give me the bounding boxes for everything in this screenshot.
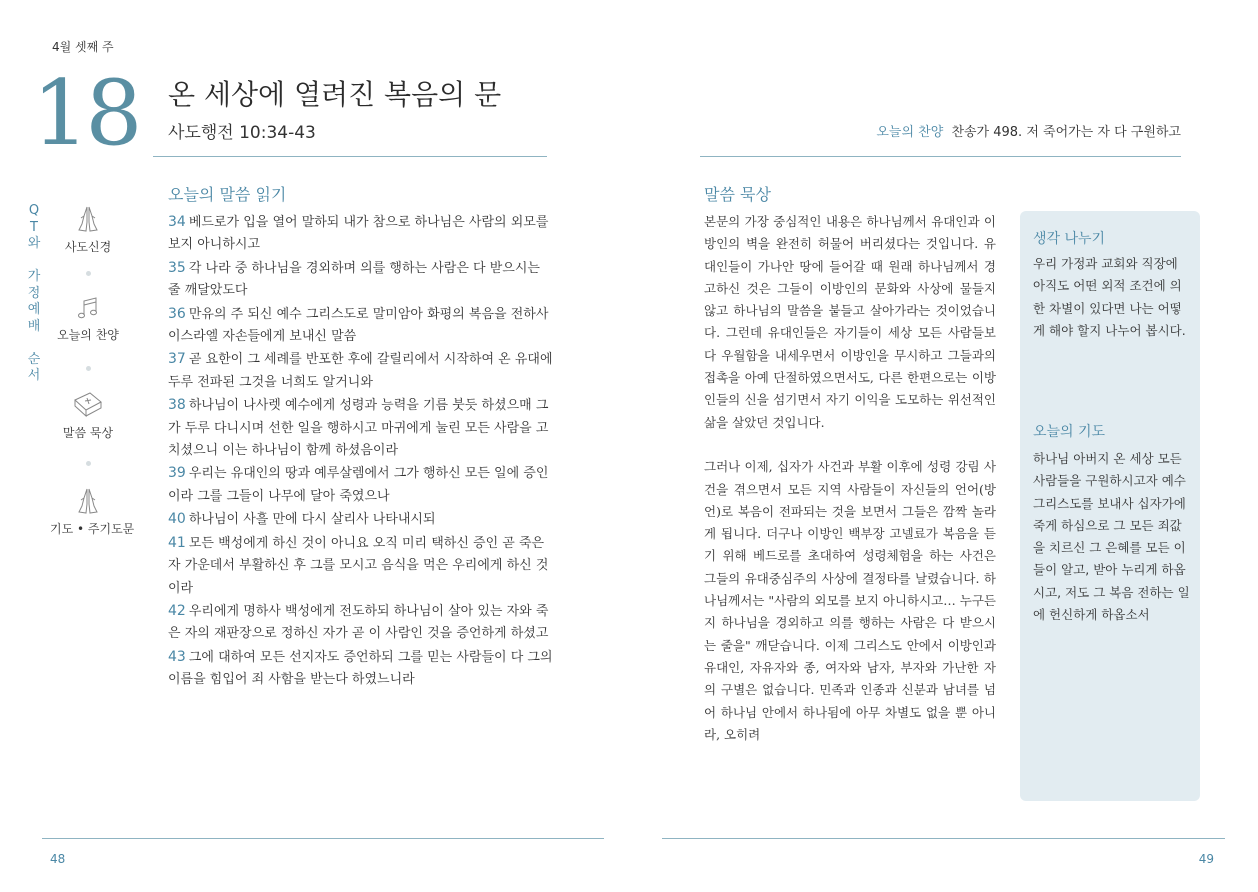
praying-hands-icon (73, 486, 103, 516)
verse: 42 우리에게 명하사 백성에게 전도하되 하나님이 살아 있는 자와 죽은 자의 재판장으로 정하신 자가 곧 이 사람인 것을 증언하게 하셨고 (168, 602, 549, 642)
prayer-text: 하나님 아버지 온 세상 모든 사람들을 구원하시고자 예수 그리스도를 보내사 십자가에 죽게 하심으로 그 모든 죄값을 치르신 그 은혜를 모든 이들이 알고, 받아 누리게 하옵시고, 저도 그 복음 전하는 일에 헌신하게 하옵소서 (1033, 451, 1190, 623)
order-item-apostles-creed (50, 204, 126, 255)
verse: 34 베드로가 입을 열어 말하되 내가 참으로 하나님은 사람의 외모를 보지 아니하시고 (168, 214, 549, 253)
meditation-heading: 말씀 묵상 (704, 185, 771, 204)
order-item-todays-hymn (50, 296, 126, 343)
todays-hymn (876, 124, 1181, 142)
order-separator-dot (86, 461, 91, 466)
bible-book-icon (72, 390, 104, 420)
order-item-label: 오늘의 찬양 (57, 328, 119, 342)
verse: 41 모든 백성에게 하신 것이 아니요 오직 미리 택하신 증인 곧 죽은 자 가운데서 부활하신 후 그를 모시고 음식을 먹은 우리에게 하신 것이라 (168, 534, 549, 596)
meditation-body (704, 211, 996, 746)
meditation-paragraph: 본문의 가장 중심적인 내용은 하나님께서 유대인과 이방인의 벽을 완전히 허물어 버리셨다는 것입니다. 유대인들이 가나안 땅에 들어갈 때 원래 하나님께서 경고하신 것은 그들이 이방인의 문화와 사상에 물들지 않고 하나님의 말씀을 붙들고 살아가라는 것이었습니다. 그런데 유대인들은 자기들이 세상 모든 사람들보다 우월함을 내세우면서 이방인을 무시하고 그들과의 접촉을 아예 단절하였으면서도, 다른 한편으로는 이방인들의 신을 섬기면서 자기 이익을 도모하는 위선적인 삶을 살았던 것입니다. (704, 214, 996, 430)
page-title: 온 세상에 열려진 복음의 문 (168, 78, 502, 111)
hymn-title: 찬송가 498. 저 죽어가는 자 다 구원하고 (951, 125, 1181, 140)
order-item-label: 기도 • 주기도문 (50, 522, 135, 536)
week-label: 4월 셋째 주 (52, 40, 114, 54)
verse: 43 그에 대하여 모든 선지자도 증언하되 그를 믿는 사람들이 다 그의 이름을 힘입어 죄 사함을 받는다 하였느니라 (168, 648, 553, 688)
footer-divider-left (42, 838, 604, 839)
scripture-passage (168, 211, 556, 692)
music-note-icon (75, 296, 101, 322)
order-separator-dot (86, 271, 91, 276)
page-number-right: 49 (1198, 852, 1214, 866)
prayer-heading: 오늘의 기도 (1033, 424, 1106, 440)
order-item-meditation (50, 390, 126, 441)
header-divider-left (153, 156, 547, 157)
share-text: 우리 가정과 교회와 직장에 아직도 어떤 외적 조건에 의한 차별이 있다면 나는 어떻게 해야 할지 나누어 봅시다. (1033, 256, 1186, 338)
reading-heading: 오늘의 말씀 읽기 (168, 185, 287, 204)
verse: 40 하나님이 사흘 만에 다시 살리사 나타내시되 (168, 511, 436, 528)
order-item-label: 말씀 묵상 (62, 426, 114, 440)
header-divider-right (700, 156, 1181, 157)
verse: 35 각 나라 중 하나님을 경외하며 의를 행하는 사람은 다 받으시는 줄 깨달았도다 (168, 259, 540, 299)
share-heading: 생각 나누기 (1033, 231, 1106, 247)
hymn-tag: 오늘의 찬양 (876, 125, 944, 140)
praying-hands-icon (73, 204, 103, 234)
order-item-label: 사도신경 (64, 240, 112, 254)
page-number-left: 48 (50, 852, 66, 866)
verse: 39 우리는 유대인의 땅과 예루살렘에서 그가 행하신 모든 일에 증인이라 그를 그들이 나무에 달아 죽였으나 (168, 465, 549, 504)
order-item-prayer (50, 486, 135, 537)
verse: 38 하나님이 나사렛 예수에게 성령과 능력을 기름 붓듯 하셨으매 그가 두루 다니시며 선한 일을 행하시고 마귀에게 눌린 모든 사람을 고치셨으니 이는 하나님이 함께 하셨음이라 (168, 397, 549, 459)
meditation-paragraph: 그러나 이제, 십자가 사건과 부활 이후에 성령 강림 사건을 겪으면서 모든 지역 사람들이 자신들의 언어(방언)로 복음이 전파되는 것을 보면서 그들은 깜짝 놀라게 됩니다. 더구나 이방인 백부장 고넬료가 복음을 듣기 위해 베드로를 초대하여 성령체험을 하는 사건은 그들의 유대중심주의 사상에 결정타를 날렸습니다. 하나님께서는 "사람의 외모를 보지 아니하시고… 누구든지 하나님을 경외하고 의를 행하는 사람은 다 받으시는 줄을" 깨닫습니다. 이제 그리스도 안에서 이방인과 유대인, 자유자와 종, 여자와 남자, 부자와 가난한 자의 구별은 없습니다. 민족과 인종과 신분과 남녀를 넘어 하나님 안에서 하나됨에 아무 차별도 없을 뿐 아니라, 오히려 (704, 459, 996, 742)
vertical-section-title: Q T 와 가 정 예 배 순 서 (27, 203, 41, 383)
day-number: 18 (32, 61, 139, 166)
scripture-reference: 사도행전 10:34-43 (168, 123, 316, 143)
verse: 36 만유의 주 되신 예수 그리스도로 말미암아 화평의 복음을 전하사 이스라엘 자손들에게 보내신 말씀 (168, 305, 549, 345)
verse: 37 곧 요한이 그 세례를 반포한 후에 갈릴리에서 시작하여 온 유대에 두루 전파된 그것을 너희도 알거니와 (168, 351, 553, 390)
footer-divider-right (662, 838, 1225, 839)
order-separator-dot (86, 366, 91, 371)
